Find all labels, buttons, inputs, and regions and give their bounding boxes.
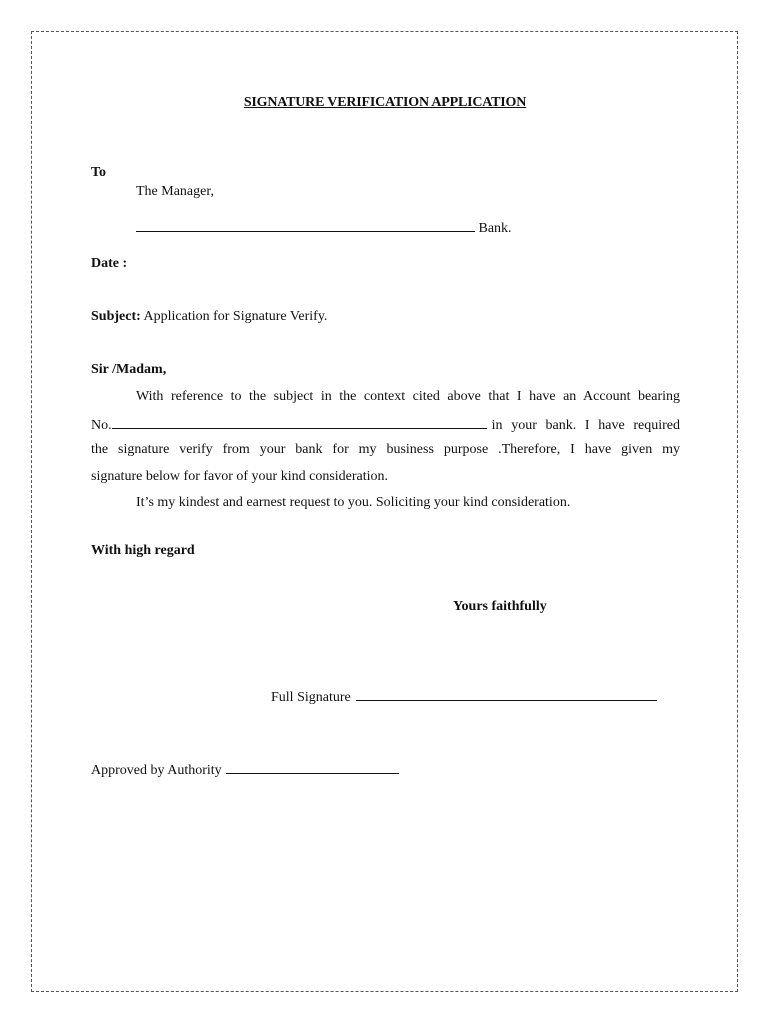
body-line-3: the signature verify from your bank for my business purpose .Therefore, I have given my: [91, 442, 680, 457]
signature-line: [271, 688, 657, 706]
salutation: Sir /Madam,: [91, 362, 167, 377]
signature-label: Full Signature: [271, 690, 351, 705]
account-no-suffix: in your bank. I have required: [491, 418, 680, 433]
date-label: Date :: [91, 256, 128, 271]
approval-line: [91, 761, 399, 779]
page-border: [31, 31, 738, 992]
body-line-4: signature below for favor of your kind consideration.: [91, 469, 389, 484]
yours-faithfully: Yours faithfully: [453, 599, 547, 614]
account-no-prefix: No.: [91, 418, 112, 433]
approval-label: Approved by Authority: [91, 763, 222, 778]
body-line-2: [91, 416, 680, 434]
closing-regard: With high regard: [91, 543, 195, 558]
bank-name-blank[interactable]: [136, 219, 475, 232]
body-line-5: It’s my kindest and earnest request to you. Soliciting your kind consideration.: [136, 495, 571, 510]
document-title: SIGNATURE VERIFICATION APPLICATION: [243, 95, 527, 110]
account-number-blank[interactable]: [112, 416, 487, 429]
signature-blank[interactable]: [356, 688, 657, 701]
subject-line: [91, 309, 327, 325]
recipient-line: The Manager,: [136, 184, 214, 199]
to-label: To: [91, 165, 107, 180]
subject-label: Subject:: [91, 309, 141, 324]
approval-blank[interactable]: [226, 761, 399, 774]
body-line-1: With reference to the subject in the context cited above that I have an Account bearing: [136, 389, 680, 404]
subject-text: Application for Signature Verify.: [143, 309, 328, 324]
bank-name-line: [136, 219, 512, 237]
bank-suffix: Bank.: [478, 221, 512, 236]
